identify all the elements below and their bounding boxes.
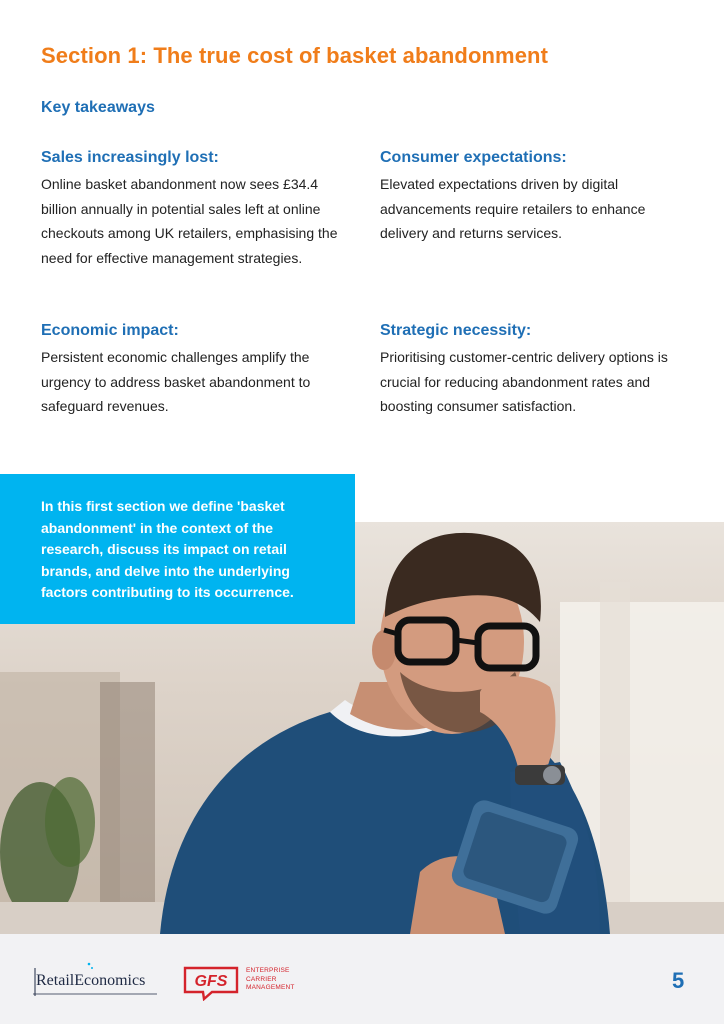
takeaway-strategic-necessity [380,321,690,419]
retail-economics-logo-text: RetailEconomics [36,972,146,989]
section-title: Section 1: The true cost of basket abandonment [41,43,549,68]
gfs-tagline [246,967,316,993]
intro-callout [0,474,355,624]
takeaway-body: Elevated expectations driven by digital advancements require retailers to enhance delivery and returns services. [380,176,646,241]
takeaway-heading: Consumer expectations: [380,149,567,166]
takeaway-heading: Strategic necessity: [380,322,532,339]
gfs-logo-icon [182,965,240,1001]
takeaway-heading: Economic impact: [41,322,179,339]
callout-text: In this first section we define 'basket abandonment' in the context of the research, discuss its impact on retail brands, and delve into the underlying factors contributing to its occurrence. [41,498,294,600]
gfs-tagline-line: ENTERPRISE [246,967,290,974]
takeaway-consumer-expectations [380,148,690,246]
gfs-tagline-line: MANAGEMENT [246,984,295,991]
gfs-logo-text: GFS [194,973,228,990]
takeaway-body: Persistent economic challenges amplify the urgency to address basket abandonment to safeguard revenues. [41,349,311,414]
takeaway-heading: Sales increasingly lost: [41,149,219,166]
takeaway-economic-impact [41,321,351,419]
gfs-tagline-line: CARRIER [246,975,277,983]
key-takeaways-heading: Key takeaways [41,99,155,116]
takeaway-body: Prioritising customer-centric delivery options is crucial for reducing abandonment rates and boosting consumer satisfaction. [380,349,668,414]
page-number: 5 [672,968,685,993]
takeaway-sales-lost [41,148,351,270]
takeaway-body: Online basket abandonment now sees £34.4 billion annually in potential sales left at online checkouts among UK retailers, emphasising the need for effective management strategies. [41,176,338,266]
